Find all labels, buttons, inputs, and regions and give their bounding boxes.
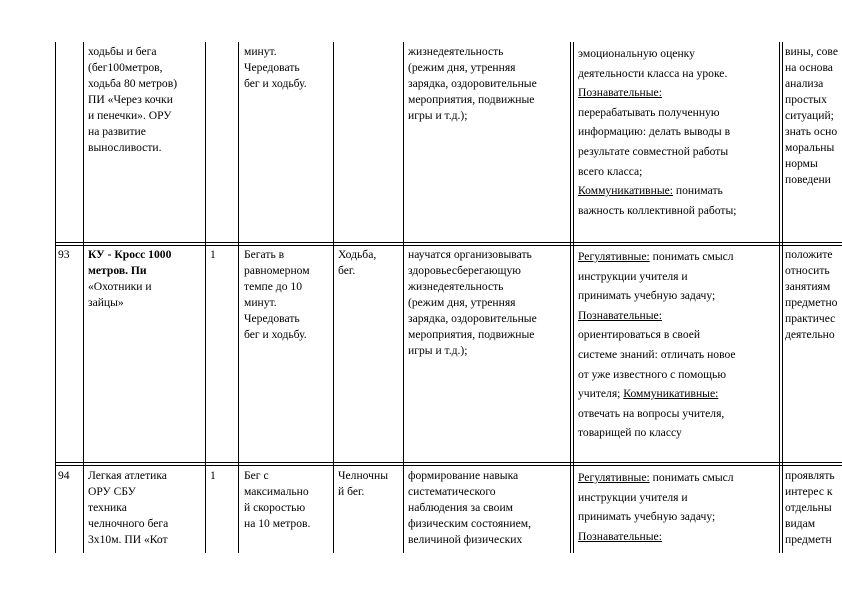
lesson-content-line: бег и ходьбу. bbox=[244, 328, 307, 341]
lesson-topic-line: (бег100метров, bbox=[88, 61, 163, 74]
hours-count-cell bbox=[210, 468, 236, 484]
learning-activities-line bbox=[578, 83, 778, 103]
key-terms-line: Ходьба, bbox=[338, 248, 377, 261]
uud-text: системе знаний: отличать новое bbox=[578, 347, 736, 361]
lesson-topic-line: ПИ «Через кочки bbox=[88, 93, 173, 106]
row-number-cell bbox=[58, 247, 82, 263]
row-number: 94 bbox=[58, 469, 70, 482]
column-divider bbox=[83, 42, 84, 553]
learning-activities-cell bbox=[578, 468, 778, 546]
lesson-topic-line: КУ - Кросс 1000 bbox=[88, 248, 172, 261]
subject-results-line: зарядка, оздоровительные bbox=[408, 312, 537, 325]
lesson-content-line: Бегать в bbox=[244, 248, 285, 261]
personal-results-line: простых bbox=[785, 93, 827, 106]
uud-text: товарищей по классу bbox=[578, 426, 682, 440]
uud-text: инструкции учителя и bbox=[578, 490, 688, 504]
uud-text: инструкции учителя и bbox=[578, 269, 688, 283]
uud-text: ориентироваться в своей bbox=[578, 328, 701, 342]
subject-results-line: здоровьесберегающую bbox=[408, 264, 521, 277]
lesson-topic-line: 3х10м. ПИ «Кот bbox=[88, 533, 168, 546]
learning-activities-line bbox=[578, 488, 778, 508]
lesson-topic-line: ходьбы и бега bbox=[88, 45, 157, 58]
uud-text: от уже известного с помощью bbox=[578, 367, 726, 381]
lesson-content-line: Чередовать bbox=[244, 61, 300, 74]
lesson-content-line: Чередовать bbox=[244, 312, 300, 325]
uud-text: перерабатывать полученную bbox=[578, 105, 720, 119]
lesson-topic-line: ходьба 80 метров) bbox=[88, 77, 178, 90]
lesson-content-line: бег и ходьбу. bbox=[244, 77, 307, 90]
hours-count: 1 bbox=[210, 248, 216, 261]
lesson-content-line: минут. bbox=[244, 296, 277, 309]
learning-activities-line bbox=[578, 325, 778, 345]
subject-results-line: (режим дня, утренняя bbox=[408, 61, 516, 74]
learning-activities-line bbox=[578, 507, 778, 527]
learning-activities-line bbox=[578, 527, 778, 547]
learning-activities-line bbox=[578, 103, 778, 123]
uud-text: деятельности класса на уроке. bbox=[578, 66, 728, 80]
learning-activities-line bbox=[578, 365, 778, 385]
table-border-left bbox=[55, 42, 56, 553]
learning-activities-line bbox=[578, 122, 778, 142]
lesson-topic-cell bbox=[88, 468, 204, 548]
learning-activities-line bbox=[578, 162, 778, 182]
lesson-content-line: равномерном bbox=[244, 264, 310, 277]
subject-results-line: величиной физических bbox=[408, 533, 523, 546]
column-divider bbox=[205, 42, 206, 553]
learning-activities-line bbox=[578, 384, 778, 404]
lesson-content-line: й скоростью bbox=[244, 501, 306, 514]
lesson-topic-line: на развитие bbox=[88, 125, 146, 138]
subject-results-line: формирование навыка bbox=[408, 469, 519, 482]
subject-results-line: зарядка, оздоровительные bbox=[408, 77, 537, 90]
personal-results-cell bbox=[785, 468, 842, 548]
uud-category-label: Регулятивные: bbox=[578, 471, 650, 484]
uud-text: учителя; bbox=[578, 387, 624, 401]
learning-activities-line bbox=[578, 64, 778, 84]
column-divider bbox=[570, 42, 574, 553]
personal-results-line: нормы bbox=[785, 157, 818, 170]
key-terms-line: й бег. bbox=[338, 485, 365, 498]
lesson-content-line: минут. bbox=[244, 45, 277, 58]
uud-category-label: Коммуникативные: bbox=[578, 184, 674, 198]
key-terms-cell bbox=[338, 247, 402, 279]
uud-category-label: Познавательные: bbox=[578, 529, 662, 543]
uud-text: понимать смысл bbox=[649, 250, 734, 263]
learning-activities-line bbox=[578, 306, 778, 326]
uud-text: отвечать на вопросы учителя, bbox=[578, 406, 725, 420]
uud-category-label: Коммуникативные: bbox=[623, 387, 719, 401]
lesson-content-cell bbox=[244, 247, 332, 343]
hours-count-cell bbox=[210, 247, 236, 263]
lesson-content-cell bbox=[244, 468, 332, 532]
personal-results-line: предметно bbox=[785, 296, 838, 309]
uud-text: информацию: делать выводы в bbox=[578, 125, 731, 139]
lesson-content-line: темпе до 10 bbox=[244, 280, 302, 293]
learning-activities-cell bbox=[578, 247, 778, 443]
subject-results-line: жизнедеятельность bbox=[408, 280, 504, 293]
personal-results-cell bbox=[785, 44, 842, 188]
hours-count bbox=[210, 44, 236, 60]
key-terms-cell bbox=[338, 468, 402, 500]
column-divider bbox=[779, 42, 783, 553]
uud-text: важность коллективной работы; bbox=[578, 203, 737, 217]
subject-results-cell bbox=[408, 247, 569, 359]
lesson-topic-cell bbox=[88, 247, 204, 311]
learning-activities-line bbox=[578, 286, 778, 306]
personal-results-line: проявлять bbox=[785, 469, 835, 482]
lesson-content-line: максимально bbox=[244, 485, 309, 498]
lesson-topic-line: техника bbox=[88, 501, 127, 514]
personal-results-line: знать осно bbox=[785, 125, 838, 138]
lesson-topic-cell bbox=[88, 44, 204, 156]
learning-activities-line bbox=[578, 345, 778, 365]
row-number-cell bbox=[58, 44, 82, 60]
personal-results-line: анализа bbox=[785, 77, 824, 90]
uud-text: принимать учебную задачу; bbox=[578, 510, 716, 524]
subject-results-line: научатся организовывать bbox=[408, 248, 532, 261]
lesson-topic-line: и пенечки». ОРУ bbox=[88, 109, 172, 122]
subject-results-line: наблюдения за своим bbox=[408, 501, 514, 514]
personal-results-line: практичес bbox=[785, 312, 836, 325]
subject-results-line: систематического bbox=[408, 485, 496, 498]
learning-activities-line bbox=[578, 181, 778, 201]
subject-results-line: мероприятия, подвижные bbox=[408, 93, 535, 106]
subject-results-cell bbox=[408, 468, 569, 548]
row-number-cell bbox=[58, 468, 82, 484]
lesson-content-cell bbox=[244, 44, 332, 92]
subject-results-cell bbox=[408, 44, 569, 124]
personal-results-line: положите bbox=[785, 248, 833, 261]
subject-results-line: игры и т.д.); bbox=[408, 344, 468, 357]
hours-count: 1 bbox=[210, 469, 216, 482]
row-divider bbox=[55, 462, 842, 466]
learning-activities-line bbox=[578, 201, 778, 221]
row-number bbox=[58, 44, 82, 60]
personal-results-line: на основа bbox=[785, 61, 833, 74]
lesson-topic-line: выносливости. bbox=[88, 141, 162, 154]
personal-results-line: вины, сове bbox=[785, 45, 838, 58]
personal-results-line: видам bbox=[785, 517, 816, 530]
learning-activities-cell bbox=[578, 44, 778, 220]
uud-category-label: Регулятивные: bbox=[578, 250, 650, 263]
lesson-topic-line: метров. Пи bbox=[88, 264, 147, 277]
personal-results-line: предметн bbox=[785, 533, 832, 546]
lesson-content-line: Бег с bbox=[244, 469, 269, 482]
subject-results-line: мероприятия, подвижные bbox=[408, 328, 535, 341]
personal-results-line: деятельно bbox=[785, 328, 835, 341]
subject-results-line: жизнедеятельность bbox=[408, 45, 504, 58]
row-divider bbox=[55, 242, 842, 246]
uud-category-label: Познавательные: bbox=[578, 86, 662, 100]
personal-results-line: интерес к bbox=[785, 485, 833, 498]
learning-activities-line bbox=[578, 142, 778, 162]
learning-activities-line bbox=[578, 423, 778, 443]
lesson-content-line: на 10 метров. bbox=[244, 517, 311, 530]
lesson-topic-line: ОРУ СБУ bbox=[88, 485, 136, 498]
lesson-topic-line: челночного бега bbox=[88, 517, 169, 530]
learning-activities-line bbox=[578, 44, 778, 64]
personal-results-line: относить bbox=[785, 264, 830, 277]
uud-text: всего класса; bbox=[578, 164, 643, 178]
row-number: 93 bbox=[58, 248, 70, 261]
learning-activities-line bbox=[578, 267, 778, 287]
lesson-topic-line: «Охотники и bbox=[88, 280, 152, 293]
personal-results-line: занятиям bbox=[785, 280, 831, 293]
learning-activities-line bbox=[578, 404, 778, 424]
subject-results-line: (режим дня, утренняя bbox=[408, 296, 516, 309]
personal-results-line: моральны bbox=[785, 141, 835, 154]
uud-text: эмоциональную оценку bbox=[578, 47, 695, 60]
hours-count-cell bbox=[210, 44, 236, 60]
subject-results-line: физическим состоянием, bbox=[408, 517, 531, 530]
personal-results-line: поведени bbox=[785, 173, 831, 186]
uud-text: понимать bbox=[673, 184, 723, 198]
key-terms-line: бег. bbox=[338, 264, 356, 277]
lesson-topic-line: Легкая атлетика bbox=[88, 469, 167, 482]
learning-activities-line bbox=[578, 247, 778, 267]
key-terms-line: Челночны bbox=[338, 469, 388, 482]
column-divider bbox=[238, 42, 239, 553]
personal-results-line: отдельны bbox=[785, 501, 832, 514]
uud-text: принимать учебную задачу; bbox=[578, 289, 716, 303]
personal-results-cell bbox=[785, 247, 842, 343]
uud-text: понимать смысл bbox=[649, 471, 734, 484]
subject-results-line: игры и т.д.); bbox=[408, 109, 468, 122]
personal-results-line: ситуаций; bbox=[785, 109, 834, 122]
uud-category-label: Познавательные: bbox=[578, 308, 662, 322]
uud-text: результате совместной работы bbox=[578, 144, 729, 158]
column-divider bbox=[333, 42, 334, 553]
learning-activities-line bbox=[578, 468, 778, 488]
column-divider bbox=[403, 42, 404, 553]
lesson-topic-line: зайцы» bbox=[88, 296, 124, 309]
